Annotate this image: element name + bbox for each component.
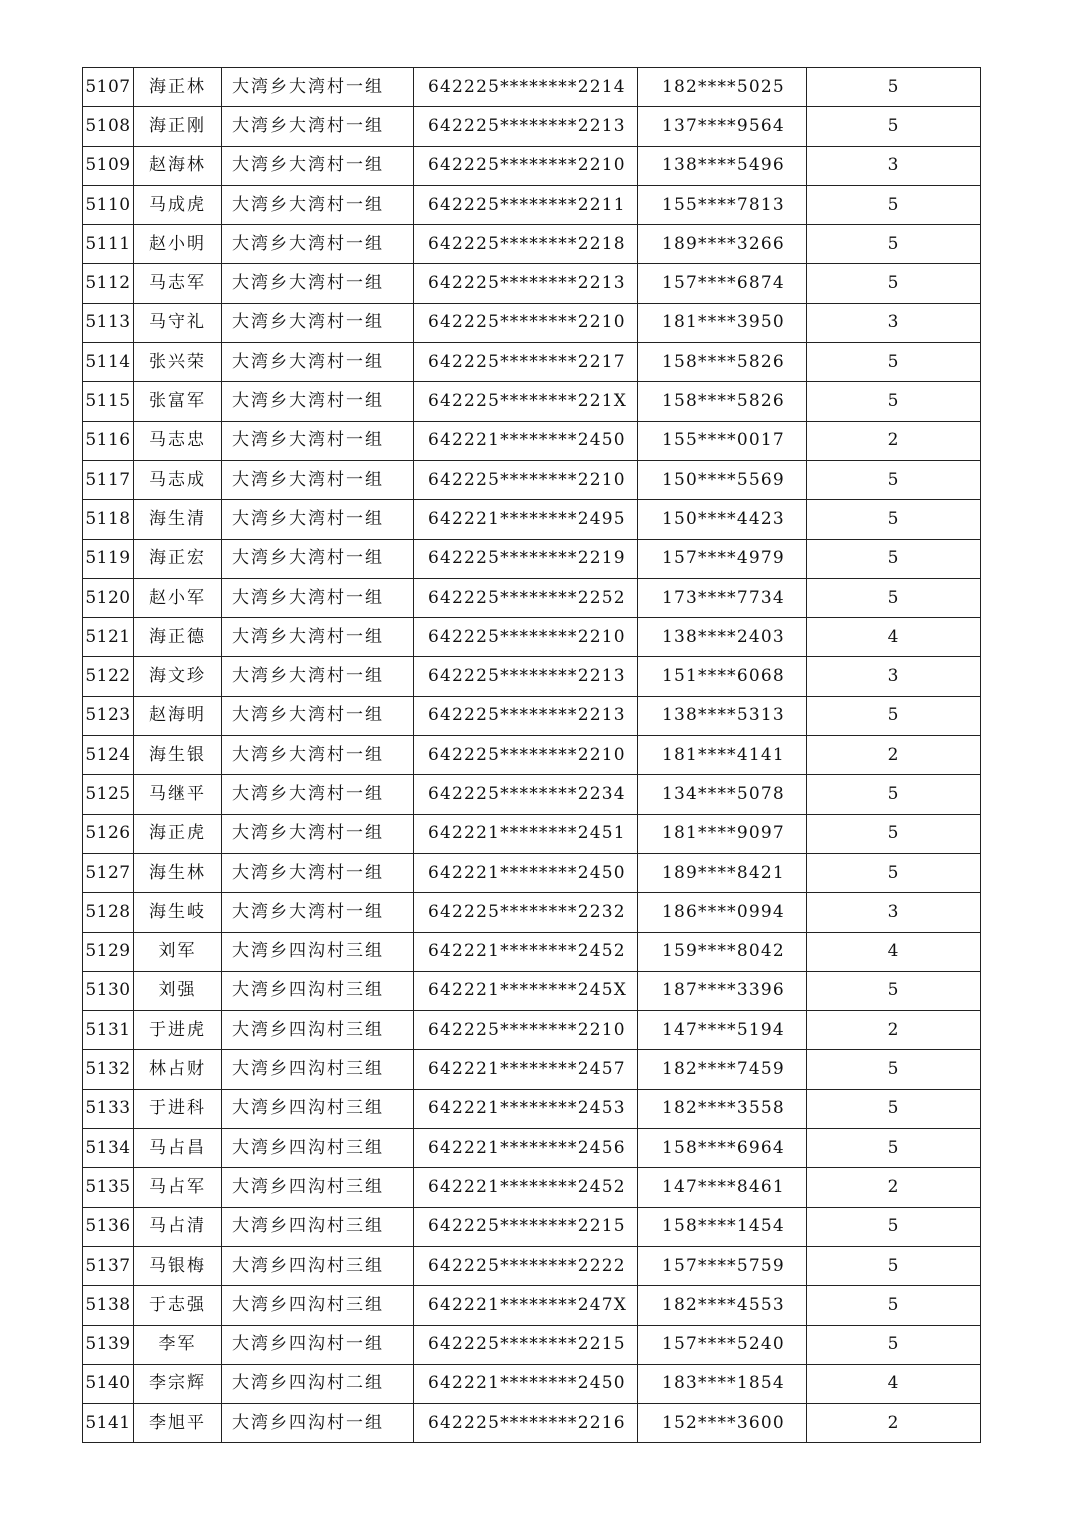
row-number-cell: 5139 xyxy=(83,1325,134,1364)
id-number-cell: 642225********2218 xyxy=(414,225,638,264)
address-cell: 大湾乡大湾村一组 xyxy=(222,893,414,932)
id-number-cell: 642225********2219 xyxy=(414,539,638,578)
address-cell: 大湾乡四沟村三组 xyxy=(222,932,414,971)
address-cell: 大湾乡大湾村一组 xyxy=(222,696,414,735)
id-number-cell: 642225********2215 xyxy=(414,1207,638,1246)
household-count-cell: 5 xyxy=(807,696,981,735)
phone-cell: 138****5313 xyxy=(638,696,807,735)
household-count-cell: 5 xyxy=(807,1207,981,1246)
id-number-cell: 642225********2252 xyxy=(414,578,638,617)
table-row xyxy=(83,814,981,853)
name-cell: 马占清 xyxy=(134,1207,222,1246)
name-cell: 林占财 xyxy=(134,1050,222,1089)
row-number-cell: 5108 xyxy=(83,107,134,146)
address-cell: 大湾乡大湾村一组 xyxy=(222,264,414,303)
phone-cell: 182****3558 xyxy=(638,1089,807,1128)
id-number-cell: 642221********2495 xyxy=(414,500,638,539)
address-cell: 大湾乡大湾村一组 xyxy=(222,107,414,146)
id-number-cell: 642225********2211 xyxy=(414,185,638,224)
address-cell: 大湾乡四沟村一组 xyxy=(222,1325,414,1364)
address-cell: 大湾乡大湾村一组 xyxy=(222,618,414,657)
id-number-cell: 642221********245X xyxy=(414,971,638,1010)
phone-cell: 151****6068 xyxy=(638,657,807,696)
phone-cell: 150****5569 xyxy=(638,460,807,499)
household-count-cell: 3 xyxy=(807,893,981,932)
name-cell: 马成虎 xyxy=(134,185,222,224)
name-cell: 于志强 xyxy=(134,1286,222,1325)
name-cell: 马银梅 xyxy=(134,1246,222,1285)
row-number-cell: 5122 xyxy=(83,657,134,696)
name-cell: 赵海明 xyxy=(134,696,222,735)
table-row xyxy=(83,736,981,775)
phone-cell: 158****6964 xyxy=(638,1129,807,1168)
address-cell: 大湾乡大湾村一组 xyxy=(222,303,414,342)
address-cell: 大湾乡大湾村一组 xyxy=(222,460,414,499)
household-count-cell: 2 xyxy=(807,1011,981,1050)
table-row xyxy=(83,775,981,814)
row-number-cell: 5126 xyxy=(83,814,134,853)
table-row xyxy=(83,696,981,735)
household-count-cell: 5 xyxy=(807,814,981,853)
address-cell: 大湾乡四沟村三组 xyxy=(222,1207,414,1246)
household-count-cell: 5 xyxy=(807,107,981,146)
phone-cell: 157****6874 xyxy=(638,264,807,303)
table-row xyxy=(83,303,981,342)
phone-cell: 182****4553 xyxy=(638,1286,807,1325)
row-number-cell: 5125 xyxy=(83,775,134,814)
phone-cell: 182****5025 xyxy=(638,68,807,107)
id-number-cell: 642225********221X xyxy=(414,382,638,421)
household-count-cell: 2 xyxy=(807,1404,981,1443)
phone-cell: 157****4979 xyxy=(638,539,807,578)
name-cell: 马占昌 xyxy=(134,1129,222,1168)
id-number-cell: 642221********2453 xyxy=(414,1089,638,1128)
household-count-cell: 5 xyxy=(807,1286,981,1325)
phone-cell: 137****9564 xyxy=(638,107,807,146)
phone-cell: 158****5826 xyxy=(638,382,807,421)
table-row xyxy=(83,1129,981,1168)
phone-cell: 138****5496 xyxy=(638,146,807,185)
address-cell: 大湾乡大湾村一组 xyxy=(222,382,414,421)
address-cell: 大湾乡大湾村一组 xyxy=(222,657,414,696)
name-cell: 赵海林 xyxy=(134,146,222,185)
address-cell: 大湾乡大湾村一组 xyxy=(222,343,414,382)
household-count-cell: 5 xyxy=(807,1129,981,1168)
address-cell: 大湾乡四沟村三组 xyxy=(222,1129,414,1168)
phone-cell: 181****9097 xyxy=(638,814,807,853)
household-count-cell: 3 xyxy=(807,146,981,185)
household-count-cell: 3 xyxy=(807,657,981,696)
household-count-cell: 5 xyxy=(807,1089,981,1128)
address-cell: 大湾乡大湾村一组 xyxy=(222,68,414,107)
household-count-cell: 5 xyxy=(807,460,981,499)
household-count-cell: 4 xyxy=(807,1364,981,1403)
id-number-cell: 642225********2213 xyxy=(414,264,638,303)
household-count-cell: 3 xyxy=(807,303,981,342)
id-number-cell: 642221********2452 xyxy=(414,1168,638,1207)
id-number-cell: 642225********2213 xyxy=(414,107,638,146)
household-count-cell: 5 xyxy=(807,971,981,1010)
phone-cell: 155****7813 xyxy=(638,185,807,224)
phone-cell: 157****5759 xyxy=(638,1246,807,1285)
household-count-cell: 4 xyxy=(807,932,981,971)
row-number-cell: 5130 xyxy=(83,971,134,1010)
table-row xyxy=(83,421,981,460)
row-number-cell: 5117 xyxy=(83,460,134,499)
id-number-cell: 642221********2457 xyxy=(414,1050,638,1089)
table-body xyxy=(83,68,981,1443)
table-row xyxy=(83,932,981,971)
table-row xyxy=(83,1325,981,1364)
household-count-cell: 5 xyxy=(807,500,981,539)
row-number-cell: 5121 xyxy=(83,618,134,657)
row-number-cell: 5113 xyxy=(83,303,134,342)
address-cell: 大湾乡大湾村一组 xyxy=(222,146,414,185)
address-cell: 大湾乡大湾村一组 xyxy=(222,853,414,892)
phone-cell: 181****3950 xyxy=(638,303,807,342)
name-cell: 海生林 xyxy=(134,853,222,892)
name-cell: 马继平 xyxy=(134,775,222,814)
row-number-cell: 5124 xyxy=(83,736,134,775)
name-cell: 海正刚 xyxy=(134,107,222,146)
address-cell: 大湾乡大湾村一组 xyxy=(222,578,414,617)
id-number-cell: 642225********2232 xyxy=(414,893,638,932)
household-count-cell: 5 xyxy=(807,382,981,421)
name-cell: 马志成 xyxy=(134,460,222,499)
name-cell: 张富军 xyxy=(134,382,222,421)
phone-cell: 147****5194 xyxy=(638,1011,807,1050)
phone-cell: 187****3396 xyxy=(638,971,807,1010)
id-number-cell: 642225********2210 xyxy=(414,460,638,499)
phone-cell: 147****8461 xyxy=(638,1168,807,1207)
row-number-cell: 5134 xyxy=(83,1129,134,1168)
household-count-cell: 2 xyxy=(807,421,981,460)
address-cell: 大湾乡四沟村三组 xyxy=(222,1050,414,1089)
table-row xyxy=(83,460,981,499)
id-number-cell: 642225********2210 xyxy=(414,618,638,657)
household-count-cell: 5 xyxy=(807,185,981,224)
name-cell: 海正德 xyxy=(134,618,222,657)
table-row xyxy=(83,618,981,657)
row-number-cell: 5128 xyxy=(83,893,134,932)
id-number-cell: 642225********2222 xyxy=(414,1246,638,1285)
row-number-cell: 5120 xyxy=(83,578,134,617)
id-number-cell: 642221********2450 xyxy=(414,853,638,892)
table-row xyxy=(83,264,981,303)
household-count-cell: 5 xyxy=(807,264,981,303)
name-cell: 海文珍 xyxy=(134,657,222,696)
row-number-cell: 5136 xyxy=(83,1207,134,1246)
row-number-cell: 5111 xyxy=(83,225,134,264)
phone-cell: 186****0994 xyxy=(638,893,807,932)
address-cell: 大湾乡四沟村三组 xyxy=(222,1089,414,1128)
id-number-cell: 642221********247X xyxy=(414,1286,638,1325)
id-number-cell: 642225********2210 xyxy=(414,736,638,775)
address-cell: 大湾乡四沟村二组 xyxy=(222,1364,414,1403)
household-count-cell: 5 xyxy=(807,1325,981,1364)
name-cell: 张兴荣 xyxy=(134,343,222,382)
name-cell: 马志军 xyxy=(134,264,222,303)
row-number-cell: 5116 xyxy=(83,421,134,460)
row-number-cell: 5140 xyxy=(83,1364,134,1403)
household-count-cell: 5 xyxy=(807,539,981,578)
row-number-cell: 5141 xyxy=(83,1404,134,1443)
household-count-cell: 2 xyxy=(807,1168,981,1207)
table-row xyxy=(83,853,981,892)
table-row xyxy=(83,225,981,264)
name-cell: 刘军 xyxy=(134,932,222,971)
row-number-cell: 5129 xyxy=(83,932,134,971)
table-row xyxy=(83,657,981,696)
name-cell: 于进科 xyxy=(134,1089,222,1128)
table-row xyxy=(83,500,981,539)
table-row xyxy=(83,1364,981,1403)
table-row xyxy=(83,107,981,146)
household-count-cell: 5 xyxy=(807,1050,981,1089)
table-row xyxy=(83,1246,981,1285)
row-number-cell: 5133 xyxy=(83,1089,134,1128)
table-row xyxy=(83,893,981,932)
table-row xyxy=(83,971,981,1010)
row-number-cell: 5132 xyxy=(83,1050,134,1089)
row-number-cell: 5109 xyxy=(83,146,134,185)
name-cell: 马占军 xyxy=(134,1168,222,1207)
address-cell: 大湾乡大湾村一组 xyxy=(222,539,414,578)
id-number-cell: 642225********2213 xyxy=(414,696,638,735)
phone-cell: 150****4423 xyxy=(638,500,807,539)
household-table xyxy=(82,67,981,1443)
address-cell: 大湾乡四沟村三组 xyxy=(222,1168,414,1207)
name-cell: 李军 xyxy=(134,1325,222,1364)
phone-cell: 134****5078 xyxy=(638,775,807,814)
id-number-cell: 642225********2215 xyxy=(414,1325,638,1364)
id-number-cell: 642221********2456 xyxy=(414,1129,638,1168)
row-number-cell: 5138 xyxy=(83,1286,134,1325)
row-number-cell: 5110 xyxy=(83,185,134,224)
id-number-cell: 642225********2214 xyxy=(414,68,638,107)
household-count-cell: 5 xyxy=(807,343,981,382)
row-number-cell: 5107 xyxy=(83,68,134,107)
id-number-cell: 642225********2217 xyxy=(414,343,638,382)
id-number-cell: 642225********2210 xyxy=(414,1011,638,1050)
address-cell: 大湾乡大湾村一组 xyxy=(222,500,414,539)
table-row xyxy=(83,1089,981,1128)
household-count-cell: 5 xyxy=(807,68,981,107)
address-cell: 大湾乡大湾村一组 xyxy=(222,736,414,775)
table-row xyxy=(83,1207,981,1246)
address-cell: 大湾乡四沟村三组 xyxy=(222,1011,414,1050)
address-cell: 大湾乡大湾村一组 xyxy=(222,185,414,224)
name-cell: 李宗辉 xyxy=(134,1364,222,1403)
id-number-cell: 642221********2451 xyxy=(414,814,638,853)
row-number-cell: 5115 xyxy=(83,382,134,421)
address-cell: 大湾乡大湾村一组 xyxy=(222,775,414,814)
table-row xyxy=(83,578,981,617)
household-count-cell: 5 xyxy=(807,775,981,814)
name-cell: 海正林 xyxy=(134,68,222,107)
phone-cell: 173****7734 xyxy=(638,578,807,617)
id-number-cell: 642225********2213 xyxy=(414,657,638,696)
name-cell: 刘强 xyxy=(134,971,222,1010)
phone-cell: 183****1854 xyxy=(638,1364,807,1403)
name-cell: 马守礼 xyxy=(134,303,222,342)
table-row xyxy=(83,185,981,224)
row-number-cell: 5119 xyxy=(83,539,134,578)
name-cell: 海正宏 xyxy=(134,539,222,578)
table-row xyxy=(83,1011,981,1050)
id-number-cell: 642225********2234 xyxy=(414,775,638,814)
address-cell: 大湾乡大湾村一组 xyxy=(222,814,414,853)
row-number-cell: 5135 xyxy=(83,1168,134,1207)
table-row xyxy=(83,146,981,185)
table-row xyxy=(83,1050,981,1089)
household-count-cell: 5 xyxy=(807,225,981,264)
table-row xyxy=(83,68,981,107)
address-cell: 大湾乡四沟村三组 xyxy=(222,971,414,1010)
row-number-cell: 5127 xyxy=(83,853,134,892)
household-count-cell: 5 xyxy=(807,1246,981,1285)
phone-cell: 158****5826 xyxy=(638,343,807,382)
row-number-cell: 5112 xyxy=(83,264,134,303)
phone-cell: 159****8042 xyxy=(638,932,807,971)
row-number-cell: 5123 xyxy=(83,696,134,735)
phone-cell: 157****5240 xyxy=(638,1325,807,1364)
row-number-cell: 5137 xyxy=(83,1246,134,1285)
table-row xyxy=(83,1168,981,1207)
name-cell: 马志忠 xyxy=(134,421,222,460)
row-number-cell: 5131 xyxy=(83,1011,134,1050)
phone-cell: 158****1454 xyxy=(638,1207,807,1246)
phone-cell: 181****4141 xyxy=(638,736,807,775)
id-number-cell: 642225********2210 xyxy=(414,146,638,185)
name-cell: 于进虎 xyxy=(134,1011,222,1050)
household-count-cell: 5 xyxy=(807,853,981,892)
household-count-cell: 4 xyxy=(807,618,981,657)
row-number-cell: 5114 xyxy=(83,343,134,382)
table-row xyxy=(83,539,981,578)
name-cell: 海生岐 xyxy=(134,893,222,932)
phone-cell: 152****3600 xyxy=(638,1404,807,1443)
name-cell: 赵小军 xyxy=(134,578,222,617)
id-number-cell: 642221********2450 xyxy=(414,421,638,460)
name-cell: 海正虎 xyxy=(134,814,222,853)
name-cell: 海生银 xyxy=(134,736,222,775)
address-cell: 大湾乡四沟村三组 xyxy=(222,1286,414,1325)
phone-cell: 182****7459 xyxy=(638,1050,807,1089)
phone-cell: 155****0017 xyxy=(638,421,807,460)
row-number-cell: 5118 xyxy=(83,500,134,539)
name-cell: 李旭平 xyxy=(134,1404,222,1443)
id-number-cell: 642221********2452 xyxy=(414,932,638,971)
name-cell: 赵小明 xyxy=(134,225,222,264)
phone-cell: 189****8421 xyxy=(638,853,807,892)
table-row xyxy=(83,382,981,421)
household-count-cell: 2 xyxy=(807,736,981,775)
table-row xyxy=(83,1404,981,1443)
id-number-cell: 642225********2216 xyxy=(414,1404,638,1443)
phone-cell: 138****2403 xyxy=(638,618,807,657)
address-cell: 大湾乡四沟村一组 xyxy=(222,1404,414,1443)
phone-cell: 189****3266 xyxy=(638,225,807,264)
id-number-cell: 642225********2210 xyxy=(414,303,638,342)
table-row xyxy=(83,343,981,382)
id-number-cell: 642221********2450 xyxy=(414,1364,638,1403)
address-cell: 大湾乡大湾村一组 xyxy=(222,225,414,264)
table-row xyxy=(83,1286,981,1325)
name-cell: 海生清 xyxy=(134,500,222,539)
household-count-cell: 5 xyxy=(807,578,981,617)
address-cell: 大湾乡四沟村三组 xyxy=(222,1246,414,1285)
address-cell: 大湾乡大湾村一组 xyxy=(222,421,414,460)
